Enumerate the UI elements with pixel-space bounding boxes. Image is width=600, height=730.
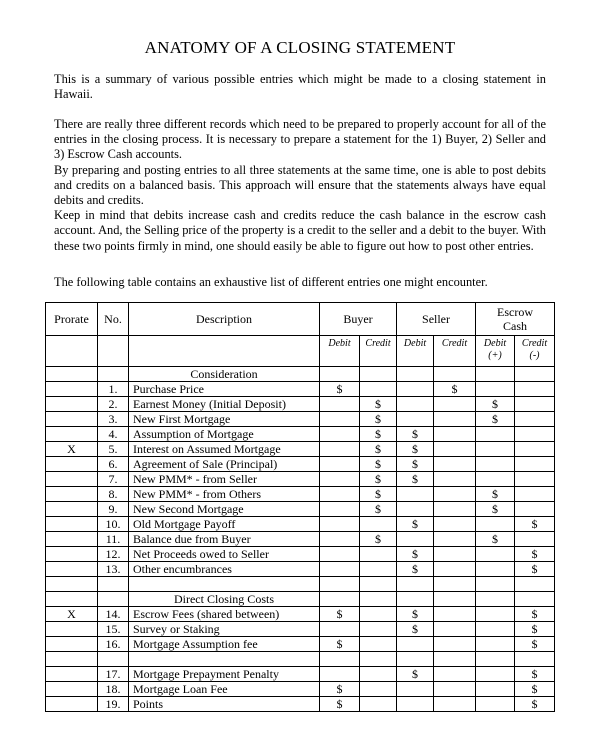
table-row xyxy=(46,682,555,697)
number-cell: 12. xyxy=(98,547,129,562)
subheader-empty xyxy=(129,336,320,367)
description-cell: Earnest Money (Initial Deposit) xyxy=(129,397,320,412)
posting-paragraph: By preparing and posting entries to all three statements at the same time, one is able to post debits and credits on a balanced basis. This approach will ensure that the statements always have equal debits and credits. xyxy=(54,162,546,208)
subheader-escrow-credit-label: Credit (-) xyxy=(521,338,548,361)
number-cell: 2. xyxy=(98,397,129,412)
buyer-credit-cell: $ xyxy=(360,397,397,412)
seller-debit-cell xyxy=(397,487,434,502)
table-row xyxy=(46,667,555,682)
seller-credit-cell xyxy=(434,682,476,697)
empty-cell xyxy=(434,592,476,607)
seller-credit-cell xyxy=(434,622,476,637)
empty-cell xyxy=(129,577,320,592)
escrow-credit-cell xyxy=(515,502,555,517)
number-cell: 14. xyxy=(98,607,129,622)
table-body xyxy=(46,367,555,712)
escrow-credit-cell xyxy=(515,382,555,397)
seller-credit-cell xyxy=(434,607,476,622)
header-seller: Seller xyxy=(397,303,476,336)
number-cell: 16. xyxy=(98,637,129,652)
number-cell: 4. xyxy=(98,427,129,442)
description-cell: New PMM* - from Others xyxy=(129,487,320,502)
number-cell: 15. xyxy=(98,622,129,637)
description-cell: New Second Mortgage xyxy=(129,502,320,517)
buyer-credit-cell xyxy=(360,382,397,397)
escrow-credit-cell: $ xyxy=(515,547,555,562)
empty-cell xyxy=(515,592,555,607)
table-row xyxy=(46,607,555,622)
buyer-debit-cell xyxy=(320,472,360,487)
escrow-debit-cell xyxy=(476,517,515,532)
table-row xyxy=(46,622,555,637)
escrow-debit-cell xyxy=(476,457,515,472)
escrow-credit-cell: $ xyxy=(515,517,555,532)
escrow-credit-cell: $ xyxy=(515,607,555,622)
empty-cell xyxy=(98,367,129,382)
subheader-empty xyxy=(98,336,129,367)
escrow-credit-cell: $ xyxy=(515,697,555,712)
seller-debit-cell xyxy=(397,532,434,547)
buyer-credit-cell xyxy=(360,697,397,712)
seller-credit-cell xyxy=(434,697,476,712)
intro-paragraph xyxy=(54,72,546,102)
buyer-debit-cell xyxy=(320,427,360,442)
seller-credit-cell xyxy=(434,397,476,412)
buyer-credit-cell: $ xyxy=(360,472,397,487)
table-row xyxy=(46,442,555,457)
seller-debit-cell: $ xyxy=(397,547,434,562)
header-buyer: Buyer xyxy=(320,303,397,336)
empty-cell xyxy=(515,367,555,382)
section-heading: Direct Closing Costs xyxy=(129,592,320,607)
buyer-credit-cell xyxy=(360,547,397,562)
prorate-cell: X xyxy=(46,607,98,622)
table-intro-text: The following table contains an exhaustive list of different entries one might encounter. xyxy=(54,275,488,289)
header-escrow-cash-label: Escrow Cash xyxy=(497,305,534,333)
seller-debit-cell: $ xyxy=(397,517,434,532)
escrow-credit-cell xyxy=(515,532,555,547)
escrow-debit-cell xyxy=(476,667,515,682)
buyer-credit-cell xyxy=(360,682,397,697)
escrow-debit-cell xyxy=(476,607,515,622)
number-cell: 17. xyxy=(98,667,129,682)
description-cell: Mortgage Assumption fee xyxy=(129,637,320,652)
seller-debit-cell: $ xyxy=(397,427,434,442)
buyer-credit-cell xyxy=(360,517,397,532)
seller-credit-cell xyxy=(434,427,476,442)
buyer-debit-cell xyxy=(320,442,360,457)
empty-cell xyxy=(360,577,397,592)
document-title: ANATOMY OF A CLOSING STATEMENT xyxy=(144,38,456,57)
empty-cell xyxy=(98,592,129,607)
empty-cell xyxy=(476,652,515,667)
description-cell: Net Proceeds owed to Seller xyxy=(129,547,320,562)
buyer-credit-cell: $ xyxy=(360,442,397,457)
description-cell: Points xyxy=(129,697,320,712)
seller-debit-cell: $ xyxy=(397,472,434,487)
subheader-buyer-debit: Debit xyxy=(320,336,360,367)
buyer-debit-cell: $ xyxy=(320,607,360,622)
number-cell: 9. xyxy=(98,502,129,517)
escrow-credit-cell: $ xyxy=(515,637,555,652)
empty-cell xyxy=(129,652,320,667)
buyer-debit-cell xyxy=(320,532,360,547)
number-cell: 1. xyxy=(98,382,129,397)
prorate-cell xyxy=(46,532,98,547)
subheader-buyer-credit: Credit xyxy=(360,336,397,367)
empty-cell xyxy=(434,367,476,382)
section-row xyxy=(46,592,555,607)
escrow-debit-cell xyxy=(476,682,515,697)
prorate-cell xyxy=(46,697,98,712)
prorate-cell xyxy=(46,517,98,532)
subheader-escrow-credit xyxy=(515,336,555,367)
number-cell: 6. xyxy=(98,457,129,472)
escrow-credit-cell xyxy=(515,457,555,472)
escrow-debit-cell: $ xyxy=(476,487,515,502)
header-prorate: Prorate xyxy=(46,303,98,336)
empty-cell xyxy=(46,652,98,667)
escrow-debit-cell: $ xyxy=(476,502,515,517)
prorate-cell xyxy=(46,382,98,397)
seller-credit-cell xyxy=(434,667,476,682)
empty-cell xyxy=(360,652,397,667)
number-cell: 11. xyxy=(98,532,129,547)
buyer-debit-cell xyxy=(320,562,360,577)
escrow-debit-cell xyxy=(476,697,515,712)
escrow-debit-cell xyxy=(476,427,515,442)
number-cell: 7. xyxy=(98,472,129,487)
prorate-cell xyxy=(46,397,98,412)
prorate-cell xyxy=(46,637,98,652)
header-description: Description xyxy=(129,303,320,336)
buyer-debit-cell xyxy=(320,457,360,472)
empty-cell xyxy=(320,367,360,382)
seller-credit-cell xyxy=(434,547,476,562)
seller-credit-cell xyxy=(434,442,476,457)
subheader-seller-credit: Credit xyxy=(434,336,476,367)
seller-credit-cell xyxy=(434,457,476,472)
buyer-debit-cell xyxy=(320,502,360,517)
prorate-cell xyxy=(46,412,98,427)
seller-credit-cell xyxy=(434,532,476,547)
number-cell: 5. xyxy=(98,442,129,457)
empty-cell xyxy=(98,577,129,592)
buyer-debit-cell xyxy=(320,667,360,682)
subheader-escrow-debit-label: Debit (+) xyxy=(483,338,507,361)
escrow-credit-cell xyxy=(515,487,555,502)
empty-cell xyxy=(476,367,515,382)
empty-cell xyxy=(515,652,555,667)
buyer-debit-cell xyxy=(320,622,360,637)
empty-cell xyxy=(397,592,434,607)
seller-debit-cell xyxy=(397,697,434,712)
table-row xyxy=(46,382,555,397)
table-intro-paragraph xyxy=(54,275,546,290)
section-heading: Consideration xyxy=(129,367,320,382)
escrow-credit-cell xyxy=(515,397,555,412)
prorate-cell xyxy=(46,487,98,502)
prorate-cell xyxy=(46,682,98,697)
buyer-debit-cell: $ xyxy=(320,382,360,397)
subheader-escrow-debit xyxy=(476,336,515,367)
empty-cell xyxy=(320,592,360,607)
table-row xyxy=(46,502,555,517)
empty-cell xyxy=(476,592,515,607)
escrow-debit-cell xyxy=(476,472,515,487)
subheader-seller-debit: Debit xyxy=(397,336,434,367)
empty-cell xyxy=(320,577,360,592)
buyer-credit-cell: $ xyxy=(360,532,397,547)
table-row xyxy=(46,412,555,427)
buyer-credit-cell xyxy=(360,667,397,682)
buyer-credit-cell xyxy=(360,562,397,577)
empty-cell xyxy=(434,577,476,592)
table-row xyxy=(46,472,555,487)
seller-debit-cell: $ xyxy=(397,622,434,637)
seller-debit-cell xyxy=(397,502,434,517)
table-header-row xyxy=(46,303,555,336)
prorate-cell xyxy=(46,457,98,472)
seller-debit-cell: $ xyxy=(397,607,434,622)
number-cell: 8. xyxy=(98,487,129,502)
prorate-cell xyxy=(46,472,98,487)
blank-row xyxy=(46,577,555,592)
prorate-cell xyxy=(46,502,98,517)
escrow-credit-cell xyxy=(515,412,555,427)
prorate-cell: X xyxy=(46,442,98,457)
seller-debit-cell xyxy=(397,637,434,652)
seller-debit-cell: $ xyxy=(397,667,434,682)
table-row xyxy=(46,697,555,712)
empty-cell xyxy=(46,592,98,607)
buyer-debit-cell: $ xyxy=(320,697,360,712)
intro-text: This is a summary of various possible entries which might be made to a closing statement in Hawaii. xyxy=(54,72,546,102)
prorate-cell xyxy=(46,547,98,562)
seller-credit-cell xyxy=(434,502,476,517)
buyer-debit-cell xyxy=(320,517,360,532)
empty-cell xyxy=(46,367,98,382)
seller-credit-cell xyxy=(434,412,476,427)
buyer-debit-cell xyxy=(320,547,360,562)
escrow-credit-cell xyxy=(515,427,555,442)
table-row xyxy=(46,532,555,547)
escrow-debit-cell xyxy=(476,547,515,562)
seller-debit-cell: $ xyxy=(397,562,434,577)
description-cell: Other encumbrances xyxy=(129,562,320,577)
seller-credit-cell xyxy=(434,472,476,487)
seller-debit-cell xyxy=(397,682,434,697)
seller-debit-cell: $ xyxy=(397,442,434,457)
buyer-debit-cell xyxy=(320,412,360,427)
escrow-credit-cell xyxy=(515,472,555,487)
table-row xyxy=(46,517,555,532)
empty-cell xyxy=(46,577,98,592)
header-escrow-cash xyxy=(476,303,555,336)
seller-debit-cell xyxy=(397,382,434,397)
number-cell: 13. xyxy=(98,562,129,577)
description-cell: New PMM* - from Seller xyxy=(129,472,320,487)
empty-cell xyxy=(320,652,360,667)
escrow-credit-cell: $ xyxy=(515,682,555,697)
number-cell: 3. xyxy=(98,412,129,427)
seller-debit-cell: $ xyxy=(397,457,434,472)
section-row xyxy=(46,367,555,382)
table-subheader-row xyxy=(46,336,555,367)
seller-credit-cell xyxy=(434,562,476,577)
closing-entries-table xyxy=(45,302,555,712)
escrow-debit-cell: $ xyxy=(476,397,515,412)
empty-cell xyxy=(360,367,397,382)
number-cell: 10. xyxy=(98,517,129,532)
empty-cell xyxy=(515,577,555,592)
escrow-debit-cell xyxy=(476,622,515,637)
escrow-debit-cell xyxy=(476,562,515,577)
description-cell: Balance due from Buyer xyxy=(129,532,320,547)
description-cell: Mortgage Loan Fee xyxy=(129,682,320,697)
subheader-empty xyxy=(46,336,98,367)
number-cell: 18. xyxy=(98,682,129,697)
buyer-debit-cell xyxy=(320,397,360,412)
description-cell: Assumption of Mortgage xyxy=(129,427,320,442)
seller-credit-cell xyxy=(434,637,476,652)
empty-cell xyxy=(397,367,434,382)
escrow-credit-cell: $ xyxy=(515,562,555,577)
prorate-cell xyxy=(46,562,98,577)
description-cell: Mortgage Prepayment Penalty xyxy=(129,667,320,682)
buyer-credit-cell: $ xyxy=(360,487,397,502)
empty-cell xyxy=(360,592,397,607)
table-row xyxy=(46,547,555,562)
number-cell: 19. xyxy=(98,697,129,712)
escrow-debit-cell: $ xyxy=(476,412,515,427)
escrow-credit-cell xyxy=(515,442,555,457)
seller-debit-cell xyxy=(397,412,434,427)
escrow-debit-cell xyxy=(476,442,515,457)
buyer-debit-cell: $ xyxy=(320,682,360,697)
description-cell: New First Mortgage xyxy=(129,412,320,427)
empty-cell xyxy=(98,652,129,667)
buyer-credit-cell xyxy=(360,622,397,637)
header-no: No. xyxy=(98,303,129,336)
table-row xyxy=(46,427,555,442)
seller-debit-cell xyxy=(397,397,434,412)
blank-row xyxy=(46,652,555,667)
prorate-cell xyxy=(46,622,98,637)
prorate-cell xyxy=(46,667,98,682)
table-row xyxy=(46,487,555,502)
empty-cell xyxy=(397,652,434,667)
table-row xyxy=(46,637,555,652)
buyer-credit-cell: $ xyxy=(360,457,397,472)
description-cell: Interest on Assumed Mortgage xyxy=(129,442,320,457)
explanation-paragraphs xyxy=(54,117,546,254)
debits-credits-paragraph: Keep in mind that debits increase cash and credits reduce the cash balance in the escrow cash account. And, the Selling price of the property is a credit to the seller and a debit to the buyer. With these two points firmly in mind, one should easily be able to figure out how to post other entries. xyxy=(54,208,546,253)
buyer-credit-cell: $ xyxy=(360,427,397,442)
table-row xyxy=(46,562,555,577)
seller-credit-cell xyxy=(434,487,476,502)
escrow-debit-cell xyxy=(476,382,515,397)
buyer-credit-cell xyxy=(360,607,397,622)
escrow-debit-cell xyxy=(476,637,515,652)
prorate-cell xyxy=(46,427,98,442)
table-row xyxy=(46,397,555,412)
buyer-credit-cell: $ xyxy=(360,412,397,427)
description-cell: Survey or Staking xyxy=(129,622,320,637)
empty-cell xyxy=(434,652,476,667)
buyer-credit-cell: $ xyxy=(360,502,397,517)
escrow-credit-cell: $ xyxy=(515,667,555,682)
escrow-debit-cell: $ xyxy=(476,532,515,547)
table-row xyxy=(46,457,555,472)
description-cell: Agreement of Sale (Principal) xyxy=(129,457,320,472)
buyer-credit-cell xyxy=(360,637,397,652)
escrow-credit-cell: $ xyxy=(515,622,555,637)
records-paragraph: There are really three different records which need to be prepared to properly account for all of the entries in the closing process. It is necessary to prepare a statement for the 1) Buyer, 2) Seller and 3) Escrow Cash accounts. xyxy=(54,117,546,162)
description-cell: Purchase Price xyxy=(129,382,320,397)
seller-credit-cell xyxy=(434,517,476,532)
empty-cell xyxy=(476,577,515,592)
description-cell: Old Mortgage Payoff xyxy=(129,517,320,532)
buyer-debit-cell: $ xyxy=(320,637,360,652)
description-cell: Escrow Fees (shared between) xyxy=(129,607,320,622)
empty-cell xyxy=(397,577,434,592)
seller-credit-cell: $ xyxy=(434,382,476,397)
buyer-debit-cell xyxy=(320,487,360,502)
